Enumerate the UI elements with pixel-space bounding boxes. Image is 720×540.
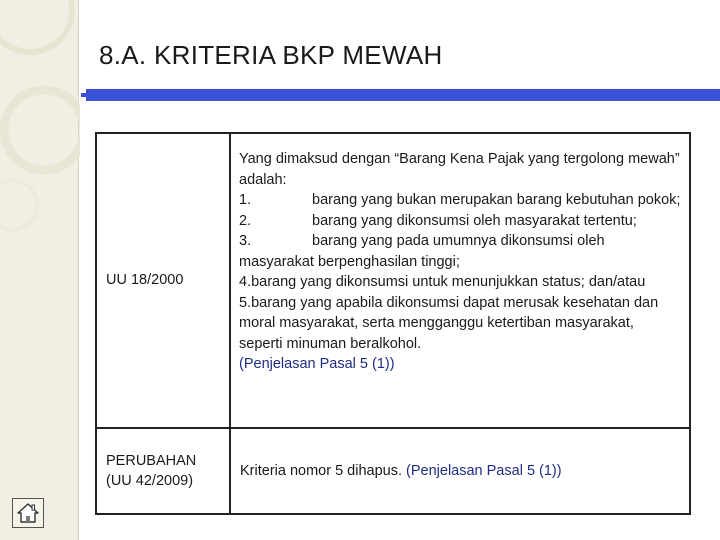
row-label-line: PERUBAHAN [106,452,197,469]
home-button[interactable] [12,498,44,528]
item-number: 4. [239,274,252,290]
row-label-line: (UU 42/2009) [106,473,194,489]
table-row [96,133,690,428]
home-icon [16,502,40,524]
decorative-circles [0,0,80,540]
list-item [239,231,681,272]
legal-reference: (Penjelasan Pasal 5 (1)) [239,356,395,372]
item-text: barang yang dikonsumsi untuk menunjukkan status; dan/atau [251,274,646,290]
item-text: barang yang bukan merupakan barang kebutuhan pokok; [312,192,681,208]
definition-intro: Yang dimaksud dengan “Barang Kena Pajak yang tergolong mewah” adalah: [239,151,680,188]
legal-reference: (Penjelasan Pasal 5 (1)) [406,462,562,479]
list-item [239,293,681,355]
row-label: UU 18/2000 [106,272,184,289]
row-label-cell [96,428,230,514]
item-number: 1. [239,192,252,208]
row-content-cell [230,133,690,428]
row-label-cell [96,133,230,428]
criteria-table [95,132,691,515]
amendment-text: Kriteria nomor 5 dihapus. [240,462,402,479]
item-text: barang yang pada umumnya dikonsumsi oleh masyarakat berpenghasilan tinggi; [239,233,605,270]
item-text: barang yang dikonsumsi oleh masyarakat tertentu; [312,212,637,229]
table-row [96,428,690,514]
title-underline-bar [86,89,720,101]
list-item [239,211,681,232]
page-title: 8.A. KRITERIA BKP MEWAH [99,40,443,70]
item-number: 3. [239,233,252,249]
row-content-cell [230,428,690,514]
list-item [239,272,681,293]
item-text: barang yang apabila dikonsumsi dapat merusak kesehatan dan moral masyarakat, serta mengganggu ketertiban masyarakat, seperti minuman beralkohol. [239,294,659,352]
item-number: 2. [239,212,252,229]
list-item [239,190,681,211]
item-number: 5. [239,294,252,311]
